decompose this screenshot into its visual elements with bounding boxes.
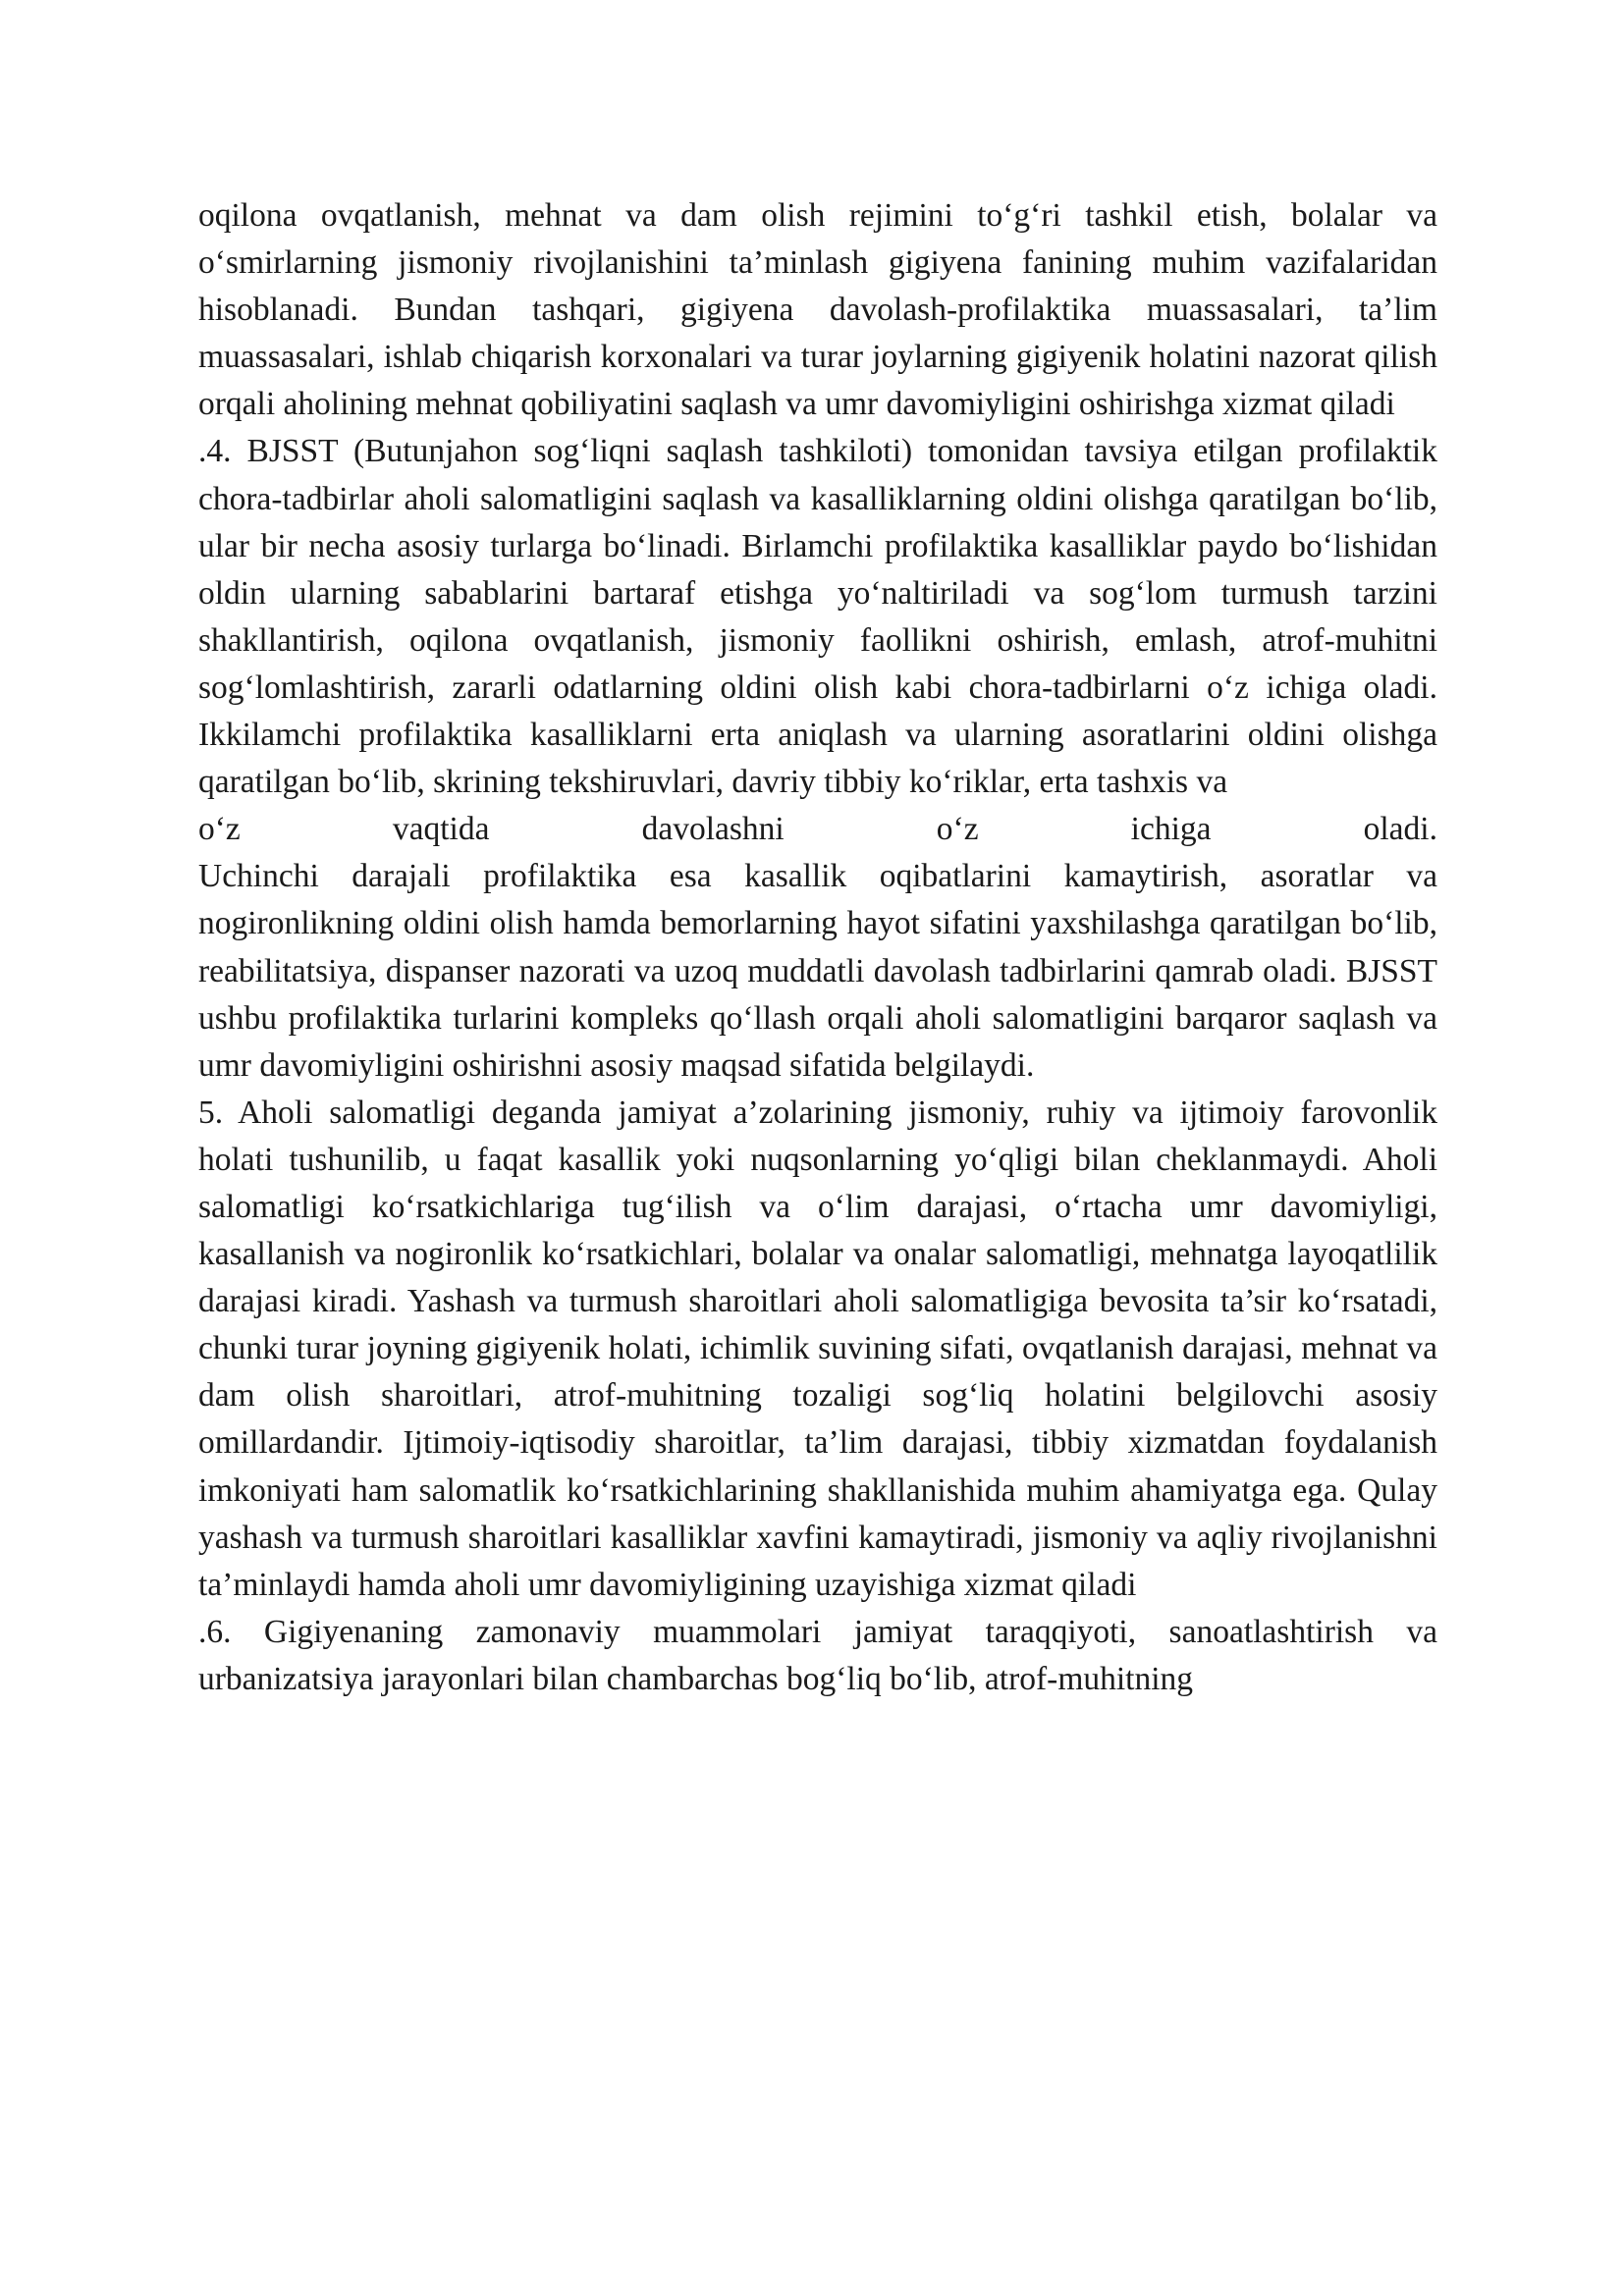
paragraph-section-4-justified-line: o‘z vaqtida davolashni o‘z ichiga oladi. [198,811,1437,848]
paragraph-section-5-population-health: 5. Aholi salomatligi deganda jamiyat a’zolarining jismoniy, ruhiy va ijtimoiy farovonlik holati tushunilib, u faqat kasallik yoki nuqsonlarning yo‘qligi bilan cheklanmaydi. Aholi salomatligi ko‘rsatkichlariga tug‘ilish va o‘lim darajasi, o‘rtacha umr davomiyligi, kasallanish va nogironlik ko‘rsatkichlari, bolalar va onalar salomatligi, mehnatga layoqatlilik darajasi kiradi. Yashash va turmush sharoitlari aholi salomatligiga bevosita ta’sir ko‘rsatadi, chunki turar joyning gigiyenik holati, ichimlik suvining sifati, ovqatlanish darajasi, mehnat va dam olish sharoitlari, atrof-muhitning tozaligi sog‘liq holatini belgilovchi asosiy omillardandir. Ijtimoiy-iqtisodiy sharoitlar, ta’lim darajasi, tibbiy xizmatdan foydalanish imkoniyati ham salomatlik ko‘rsatkichlarining shakllanishida muhim ahamiyatga ega. Qulay yashash va turmush sharoitlari kasalliklar xavfini kamaytiradi, jismoniy va aqliy rivojlanishni ta’minlaydi hamda aholi umr davomiyligining uzayishiga xizmat qiladi [198,1094,1437,1603]
paragraph-hygiene-tasks: oqilona ovqatlanish, mehnat va dam olish rejimini to‘g‘ri tashkil etish, bolalar va o‘smirlarning jismoniy rivojlanishini ta’minlash gigiyena fanining muhim vazifalaridan hisoblanadi. Bundan tashqari, gigiyena davolash-profilaktika muassasalari, ta’lim muassasalari, ishlab chiqarish korxonalari va turar joylarning gigiyenik holatini nazorat qilish orqali aholining mehnat qobiliyatini saqlash va umr davomiyligini oshirishga xizmat qiladi [198,197,1437,423]
paragraph-section-4-prevention: .4. BJSST (Butunjahon sog‘liqni saqlash tashkiloti) tomonidan tavsiya etilgan profilaktik chora-tadbirlar aholi salomatligini saqlash va kasalliklarning oldini olishga qaratilgan bo‘lib, ular bir necha asosiy turlarga bo‘linadi. Birlamchi profilaktika kasalliklar paydo bo‘lishidan oldin ularning sabablarini bartaraf etishga yo‘naltiriladi va sog‘lom turmush tarzini shakllantirish, oqilona ovqatlanish, jismoniy faollikni oshirish, emlash, atrof-muhitni sog‘lomlashtirish, zararli odatlarning oldini olish kabi chora-tadbirlarni o‘z ichiga oladi. Ikkilamchi profilaktika kasalliklarni erta aniqlash va ularning asoratlarini oldini olishga qaratilgan bo‘lib, skrining tekshiruvlari, davriy tibbiy ko‘riklar, erta tashxis va [198,433,1437,801]
body-text [198,192,1437,1703]
paragraph-tertiary-prevention: Uchinchi darajali profilaktika esa kasallik oqibatlarini kamaytirish, asoratlar va nogironlikning oldini olish hamda bemorlarning hayot sifatini yaxshilashga qaratilgan bo‘lib, reabilitatsiya, dispanser nazorati va uzoq muddatli davolash tadbirlarini qamrab oladi. BJSST ushbu profilaktika turlarini kompleks qo‘llash orqali aholi salomatligini barqaror saqlash va umr davomiyligini oshirishni asosiy maqsad sifatida belgilaydi. [198,858,1437,1084]
paragraph-section-6-modern-problems: .6. Gigiyenaning zamonaviy muammolari jamiyat taraqqiyoti, sanoatlashtirish va urbanizatsiya jarayonlari bilan chambarchas bog‘liq bo‘lib, atrof-muhitning [198,1613,1437,1697]
